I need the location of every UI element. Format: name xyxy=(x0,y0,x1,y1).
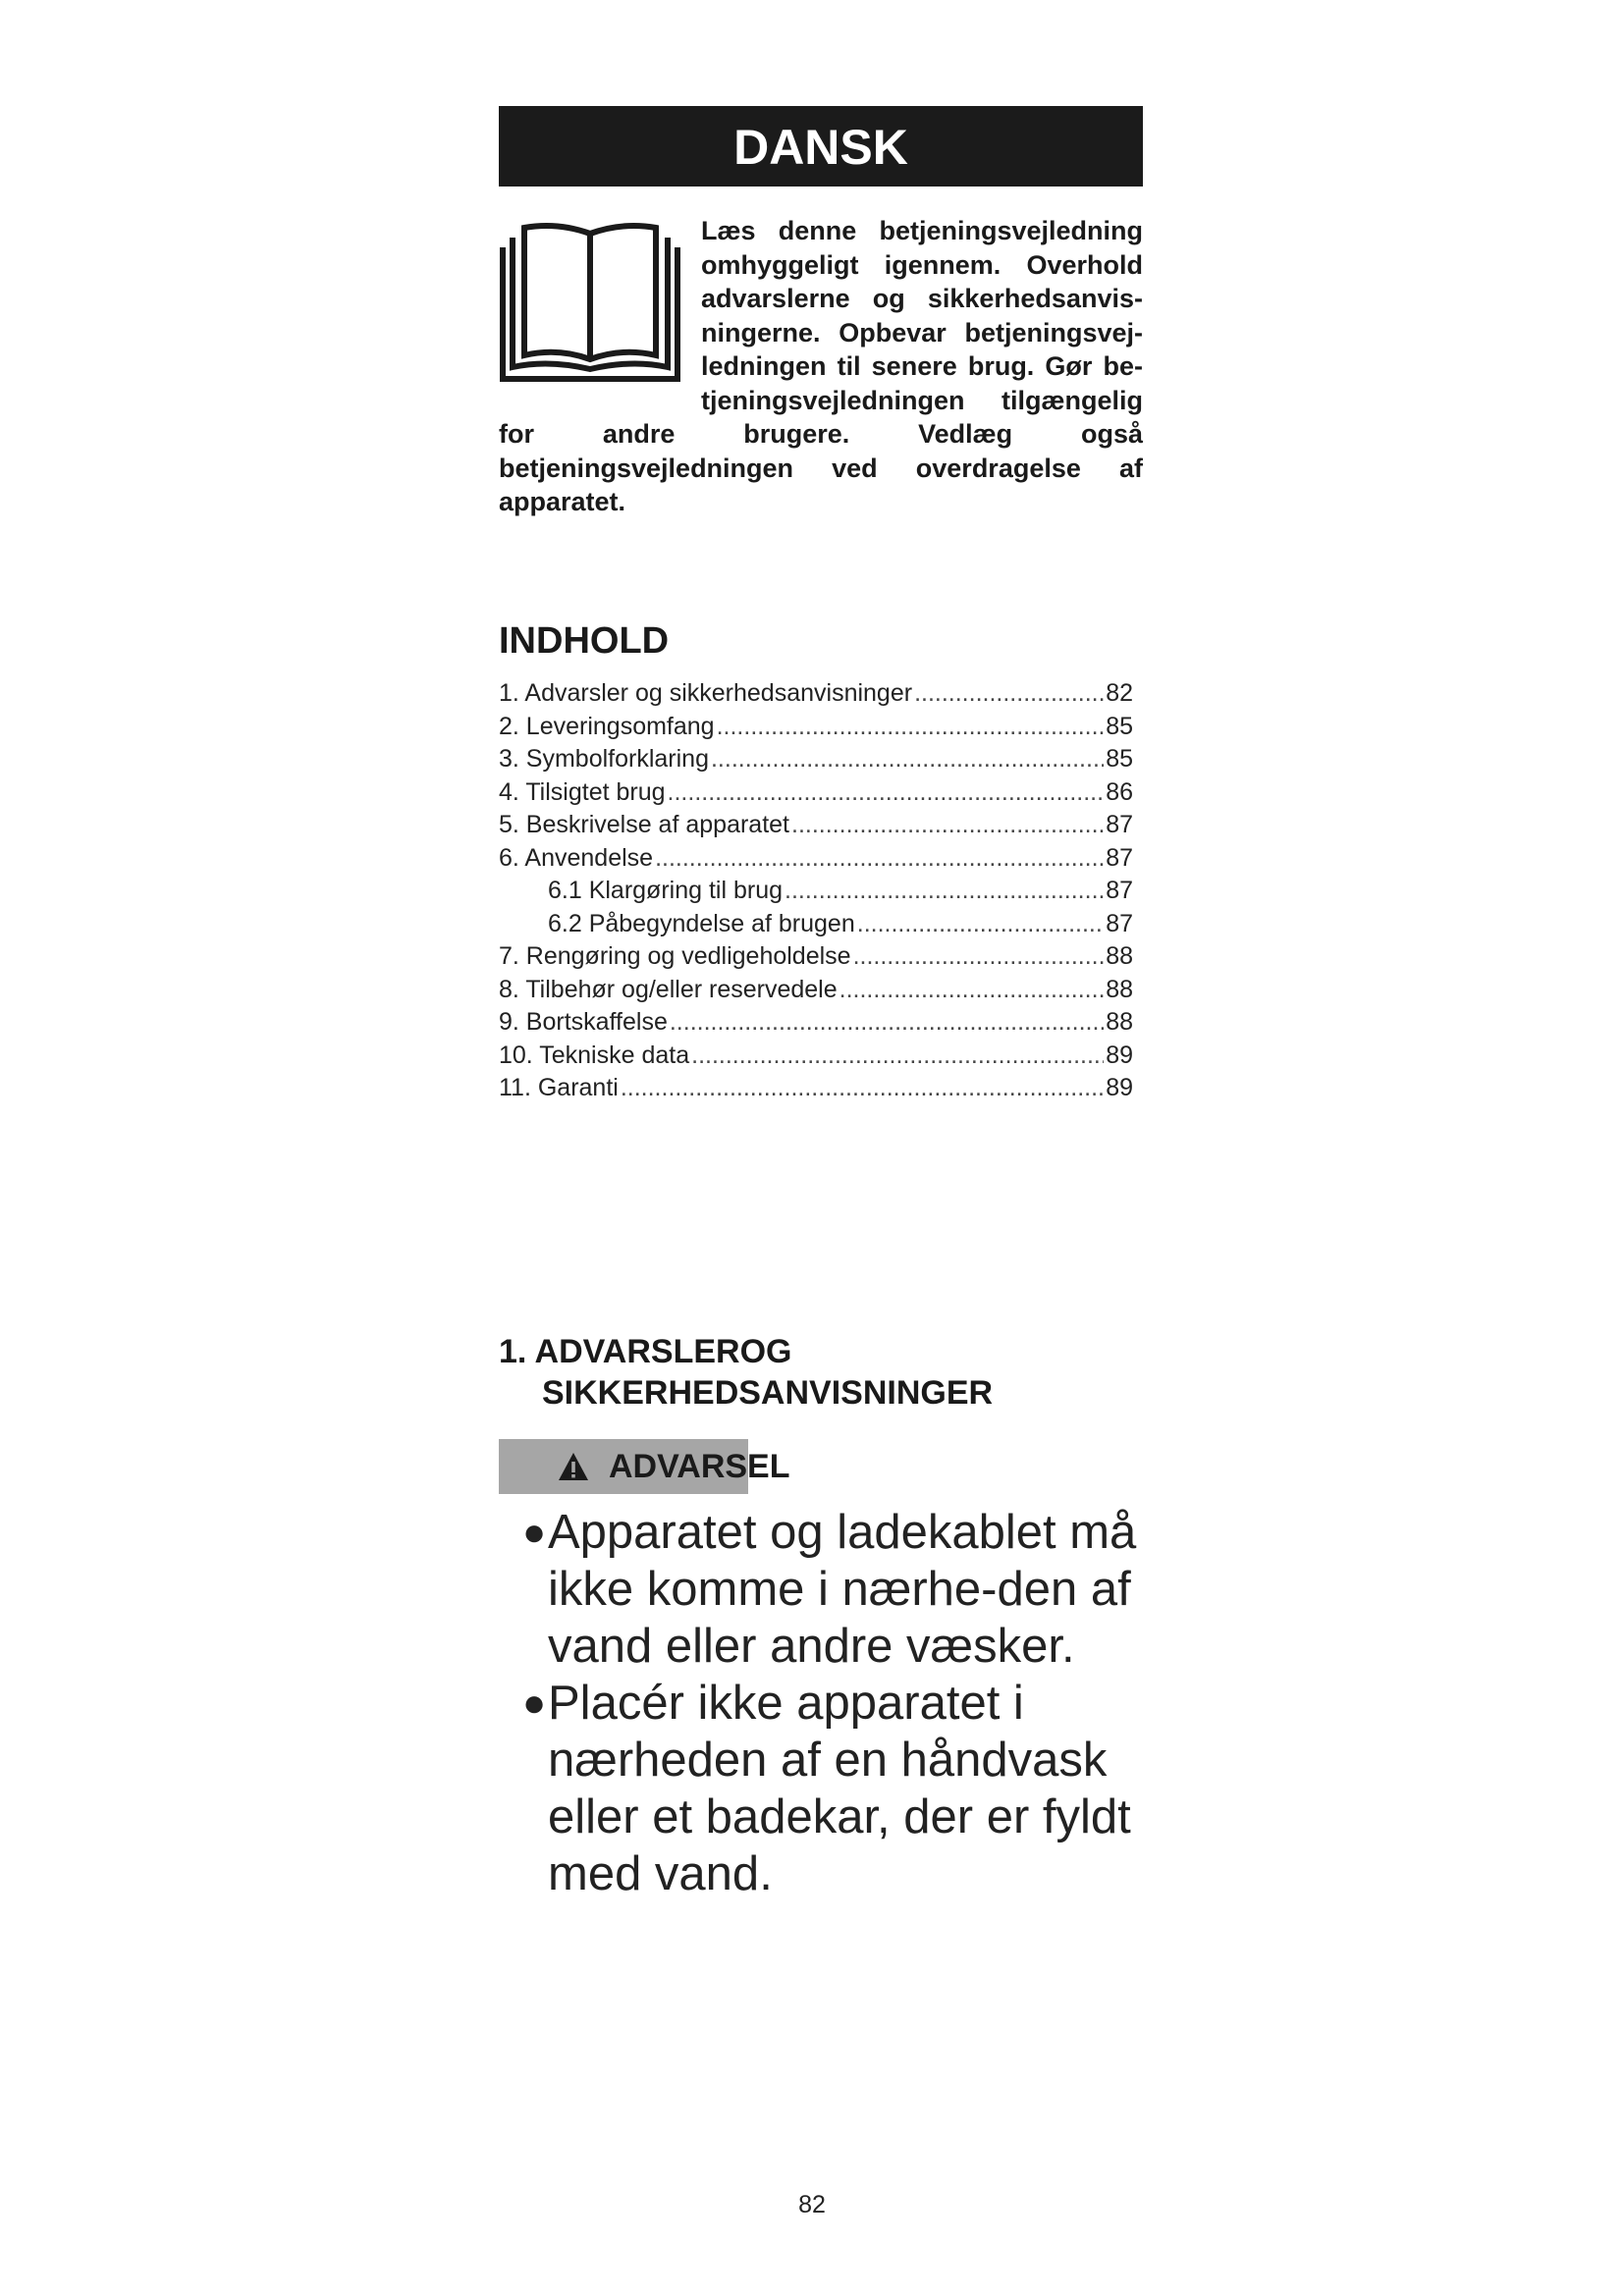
toc-item xyxy=(499,974,1133,1007)
toc-leader-dots xyxy=(711,743,1104,776)
toc-item-label: 2. Leveringsomfang xyxy=(499,712,715,740)
list-item xyxy=(518,1675,1166,1902)
toc-item-label: 7. Rengøring og vedligeholdelse xyxy=(499,942,851,970)
list-item xyxy=(518,1504,1166,1675)
section-heading-line2: SIKKERHEDSANVISNINGER xyxy=(542,1374,994,1412)
warning-label xyxy=(558,1445,790,1488)
toc-item xyxy=(499,908,1133,941)
toc-leader-dots xyxy=(857,908,1104,941)
intro-text: Læs denne betjeningsvejledning omhyggeligt igennem. Overhold advarslerne og sikkerhedsanvisningerne. Opbevar betjeningsvejledningen til senere brug. Gør betjeningsvejledningen tilgængelig for andre brugere. Vedlæg også betjeningsvejledningen ved overdragelse af apparatet. xyxy=(499,216,1143,516)
toc-item-page: 88 xyxy=(1106,942,1133,970)
toc-item-page: 87 xyxy=(1106,843,1133,872)
toc-item-page: 86 xyxy=(1106,777,1133,806)
intro-block xyxy=(499,214,1143,519)
toc-item-page: 88 xyxy=(1106,1008,1133,1036)
table-of-contents xyxy=(499,677,1133,1105)
warning-triangle-icon xyxy=(558,1452,589,1481)
toc-item xyxy=(499,743,1133,776)
toc-leader-dots xyxy=(717,711,1105,744)
toc-leader-dots xyxy=(914,677,1104,711)
toc-item-page: 87 xyxy=(1106,909,1133,937)
toc-item-page: 82 xyxy=(1106,679,1133,707)
toc-title: INDHOLD xyxy=(499,620,670,662)
toc-item-label: 9. Bortskaffelse xyxy=(499,1008,668,1036)
toc-item-page: 85 xyxy=(1106,745,1133,773)
toc-item-label: 6.2 Påbegyndelse af brugen xyxy=(548,909,855,937)
toc-leader-dots xyxy=(839,974,1105,1007)
toc-item-page: 89 xyxy=(1106,1041,1133,1069)
bullet-text: Placér ikke apparatet i nærheden af en håndvask eller et badekar, der er fyldt med vand. xyxy=(548,1677,1131,1900)
toc-leader-dots xyxy=(791,809,1104,842)
language-banner xyxy=(499,106,1143,187)
toc-item-page: 87 xyxy=(1106,811,1133,838)
toc-leader-dots xyxy=(691,1040,1104,1073)
toc-leader-dots xyxy=(785,875,1104,908)
bullet-text: Apparatet og ladekablet må ikke komme i nærhe-den af vand eller andre væsker. xyxy=(548,1506,1137,1673)
toc-item-page: 89 xyxy=(1106,1074,1133,1101)
toc-item-label: 1. Advarsler og sikkerhedsanvisninger xyxy=(499,679,913,707)
bullet-dot-icon: ● xyxy=(522,1511,547,1554)
toc-item-label: 6.1 Klargøring til brug xyxy=(548,877,784,904)
toc-item xyxy=(499,1006,1133,1040)
toc-item xyxy=(499,809,1133,842)
toc-item-page: 88 xyxy=(1106,975,1133,1003)
toc-item-page: 87 xyxy=(1106,877,1133,904)
section-heading xyxy=(499,1331,1143,1414)
toc-leader-dots xyxy=(621,1072,1104,1105)
toc-item xyxy=(499,940,1133,974)
toc-item xyxy=(499,677,1133,711)
open-book-icon xyxy=(499,222,681,385)
toc-item xyxy=(499,711,1133,744)
toc-item-label: 8. Tilbehør og/eller reservedele xyxy=(499,975,838,1003)
toc-item-label: 11. Garanti xyxy=(499,1074,619,1101)
toc-leader-dots xyxy=(670,1006,1104,1040)
toc-item-label: 5. Beskrivelse af apparatet xyxy=(499,811,789,838)
toc-item-label: 3. Symbolforklaring xyxy=(499,745,709,773)
toc-item-label: 4. Tilsigtet brug xyxy=(499,777,666,806)
bullet-dot-icon: ● xyxy=(522,1682,547,1725)
page-number: 82 xyxy=(798,2191,826,2218)
toc-item-label: 10. Tekniske data xyxy=(499,1041,690,1069)
toc-item-label: 6. Anvendelse xyxy=(499,843,654,872)
section-heading-line1: 1. ADVARSLEROG xyxy=(499,1333,792,1370)
toc-leader-dots xyxy=(655,842,1104,876)
warning-bullets xyxy=(518,1504,1166,1902)
toc-leader-dots xyxy=(853,940,1105,974)
toc-item-page: 85 xyxy=(1106,712,1133,740)
toc-item xyxy=(499,776,1133,810)
warning-text: ADVARSEL xyxy=(609,1447,790,1485)
toc-item xyxy=(499,1072,1133,1105)
toc-item xyxy=(499,875,1133,908)
banner-title: DANSK xyxy=(733,120,908,175)
toc-item xyxy=(499,1040,1133,1073)
toc-leader-dots xyxy=(668,776,1105,810)
toc-item xyxy=(499,842,1133,876)
